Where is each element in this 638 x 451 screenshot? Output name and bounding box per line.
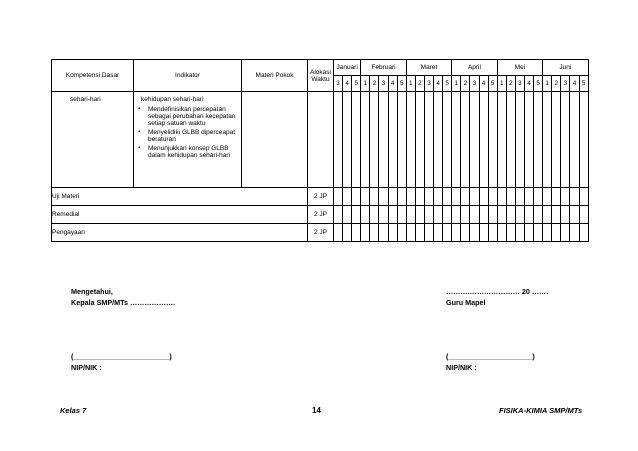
month-header: Februari — [361, 60, 406, 76]
week-cell — [570, 188, 579, 206]
week-cell — [524, 206, 533, 224]
signature-right-header — [446, 286, 548, 308]
indikator-item: ▪ Mendefinisikan percepatan sebagai perubahan kecepatan setiap satuan waktu — [148, 106, 241, 127]
week-cell — [534, 92, 543, 188]
materi-cell — [242, 92, 308, 188]
week-number: 3 — [470, 76, 479, 92]
week-cell — [488, 206, 497, 224]
week-cell — [570, 92, 579, 188]
week-cell — [561, 206, 570, 224]
week-number: 2 — [415, 76, 424, 92]
week-cell — [343, 224, 352, 242]
week-number: 1 — [497, 76, 506, 92]
week-cell — [343, 206, 352, 224]
week-cell — [579, 92, 588, 188]
week-cell — [352, 92, 361, 188]
week-cell — [479, 206, 488, 224]
week-cell — [579, 224, 588, 242]
week-cell — [552, 92, 561, 188]
right-name-line: (_____________________) — [446, 352, 535, 361]
week-cell — [470, 206, 479, 224]
week-cell — [361, 188, 370, 206]
month-header: Maret — [406, 60, 451, 76]
week-cell — [352, 206, 361, 224]
week-cell — [543, 206, 552, 224]
week-cell — [561, 188, 570, 206]
summary-row — [52, 224, 589, 242]
week-number: 2 — [370, 76, 379, 92]
week-number: 3 — [515, 76, 524, 92]
week-cell — [415, 224, 424, 242]
week-cell — [452, 92, 461, 188]
week-cell — [461, 206, 470, 224]
week-cell — [488, 92, 497, 188]
week-cell — [343, 188, 352, 206]
week-cell — [515, 224, 524, 242]
week-cell — [515, 206, 524, 224]
week-number: 4 — [479, 76, 488, 92]
week-number: 2 — [461, 76, 470, 92]
week-cell — [415, 188, 424, 206]
week-number: 3 — [379, 76, 388, 92]
header-kompetensi-dasar: Kompetensi Dasar — [52, 60, 134, 92]
week-number: 1 — [543, 76, 552, 92]
week-number: 1 — [361, 76, 370, 92]
week-cell — [334, 224, 343, 242]
week-cell — [397, 188, 406, 206]
week-cell — [334, 92, 343, 188]
week-cell — [370, 92, 379, 188]
indikator-cell — [134, 92, 242, 188]
week-cell — [397, 92, 406, 188]
week-number: 4 — [434, 76, 443, 92]
week-number: 5 — [352, 76, 361, 92]
summary-label: Uji Materi — [52, 188, 308, 206]
week-cell — [579, 188, 588, 206]
kepala-text: Kepala SMP/MTs ………………. — [71, 298, 176, 307]
week-cell — [452, 224, 461, 242]
left-name-line: (________________________) — [71, 352, 172, 361]
week-cell — [534, 224, 543, 242]
week-cell — [406, 92, 415, 188]
week-cell — [397, 206, 406, 224]
week-cell — [443, 188, 452, 206]
week-cell — [406, 224, 415, 242]
header-alokasi-line1: Alokasi — [310, 68, 331, 76]
month-header: Juni — [543, 60, 588, 76]
week-number: 3 — [424, 76, 433, 92]
week-cell — [397, 224, 406, 242]
summary-row — [52, 206, 589, 224]
week-number: 1 — [452, 76, 461, 92]
alokasi-cell — [308, 92, 334, 188]
week-cell — [543, 188, 552, 206]
summary-row — [52, 188, 589, 206]
week-cell — [488, 188, 497, 206]
week-cell — [461, 188, 470, 206]
header-materi-pokok: Materi Pokok — [242, 60, 308, 92]
indikator-intro: kehidupan sehari-hari — [141, 96, 204, 103]
indikator-list — [134, 106, 241, 159]
week-cell — [370, 224, 379, 242]
week-cell — [415, 92, 424, 188]
week-cell — [452, 188, 461, 206]
week-number: 5 — [488, 76, 497, 92]
footer-subject: FISIKA-KIMIA SMP/MTs — [499, 406, 583, 415]
week-cell — [570, 206, 579, 224]
week-cell — [334, 188, 343, 206]
week-number: 5 — [534, 76, 543, 92]
week-cell — [497, 224, 506, 242]
week-cell — [497, 92, 506, 188]
week-number: 4 — [524, 76, 533, 92]
week-cell — [434, 206, 443, 224]
week-cell — [424, 224, 433, 242]
summary-jp: 2 JP — [308, 206, 334, 224]
week-cell — [534, 206, 543, 224]
week-cell — [497, 206, 506, 224]
indikator-item: ▪ Menyelidiki GLBB diperceapat beraturan — [148, 129, 241, 143]
week-cell — [506, 224, 515, 242]
week-cell — [379, 206, 388, 224]
week-cell — [570, 224, 579, 242]
page-number: 14 — [312, 406, 321, 415]
week-cell — [434, 188, 443, 206]
week-cell — [352, 224, 361, 242]
week-cell — [443, 224, 452, 242]
week-cell — [506, 92, 515, 188]
mengetahui-text: Mengetahui, — [71, 287, 113, 296]
week-cell — [561, 92, 570, 188]
week-cell — [470, 188, 479, 206]
week-number: 5 — [579, 76, 588, 92]
week-cell — [334, 206, 343, 224]
week-cell — [515, 188, 524, 206]
week-cell — [524, 224, 533, 242]
week-cell — [506, 206, 515, 224]
summary-label: Pengayaan — [52, 224, 308, 242]
summary-jp: 2 JP — [308, 224, 334, 242]
week-number: 5 — [397, 76, 406, 92]
week-cell — [461, 224, 470, 242]
week-cell — [406, 206, 415, 224]
week-cell — [424, 92, 433, 188]
month-header: Mei — [497, 60, 542, 76]
header-indikator: Indikator — [134, 60, 242, 92]
left-nip: NIP/NIK : — [71, 363, 102, 372]
week-cell — [343, 92, 352, 188]
week-cell — [552, 224, 561, 242]
week-number: 2 — [552, 76, 561, 92]
summary-label: Remedial — [52, 206, 308, 224]
week-cell — [370, 188, 379, 206]
signature-left-header — [71, 286, 175, 308]
week-cell — [497, 188, 506, 206]
week-cell — [479, 224, 488, 242]
week-cell — [388, 224, 397, 242]
week-number: 5 — [443, 76, 452, 92]
week-number: 3 — [561, 76, 570, 92]
week-cell — [388, 206, 397, 224]
signature-right-blank — [446, 351, 535, 373]
week-cell — [470, 224, 479, 242]
kompetensi-cell — [52, 92, 134, 188]
week-cell — [388, 188, 397, 206]
kompetensi-text: sehari-hari — [70, 96, 101, 103]
week-number: 1 — [406, 76, 415, 92]
date-text: ……….………………… 20 ……. — [446, 287, 549, 296]
header-alokasi-waktu — [308, 60, 334, 92]
week-cell — [561, 224, 570, 242]
week-cell — [443, 206, 452, 224]
week-cell — [479, 92, 488, 188]
week-cell — [370, 206, 379, 224]
month-header: April — [452, 60, 497, 76]
week-number: 4 — [388, 76, 397, 92]
summary-jp: 2 JP — [308, 188, 334, 206]
week-cell — [361, 92, 370, 188]
week-cell — [534, 188, 543, 206]
week-number: 3 — [334, 76, 343, 92]
week-cell — [543, 224, 552, 242]
week-cell — [524, 188, 533, 206]
week-cell — [524, 92, 533, 188]
week-cell — [470, 92, 479, 188]
week-cell — [461, 92, 470, 188]
week-cell — [379, 188, 388, 206]
week-cell — [379, 224, 388, 242]
week-cell — [515, 92, 524, 188]
week-cell — [443, 92, 452, 188]
week-cell — [361, 206, 370, 224]
week-cell — [552, 188, 561, 206]
footer-class: Kelas 7 — [60, 406, 87, 415]
week-cell — [434, 224, 443, 242]
week-cell — [434, 92, 443, 188]
right-nip: NIP/NIK : — [446, 363, 477, 372]
week-cell — [479, 188, 488, 206]
week-number: 2 — [506, 76, 515, 92]
schedule-table — [51, 59, 589, 242]
week-cell — [379, 92, 388, 188]
week-number: 4 — [570, 76, 579, 92]
week-cell — [552, 206, 561, 224]
header-alokasi-line2: Waktu — [311, 75, 330, 83]
week-cell — [415, 206, 424, 224]
week-cell — [543, 92, 552, 188]
week-cell — [406, 188, 415, 206]
month-header: Januari — [334, 60, 361, 76]
indikator-item: ▪ Menunjukkan konsep GLBB dalam kehidupan sehari-hari — [148, 145, 241, 159]
guru-mapel-text: Guru Mapel — [446, 298, 486, 307]
week-cell — [452, 206, 461, 224]
week-cell — [388, 92, 397, 188]
week-cell — [424, 206, 433, 224]
week-cell — [579, 206, 588, 224]
week-cell — [506, 188, 515, 206]
week-cell — [488, 224, 497, 242]
week-number: 4 — [343, 76, 352, 92]
week-cell — [352, 188, 361, 206]
week-cell — [361, 224, 370, 242]
week-cell — [424, 188, 433, 206]
signature-left-blank — [71, 351, 172, 373]
